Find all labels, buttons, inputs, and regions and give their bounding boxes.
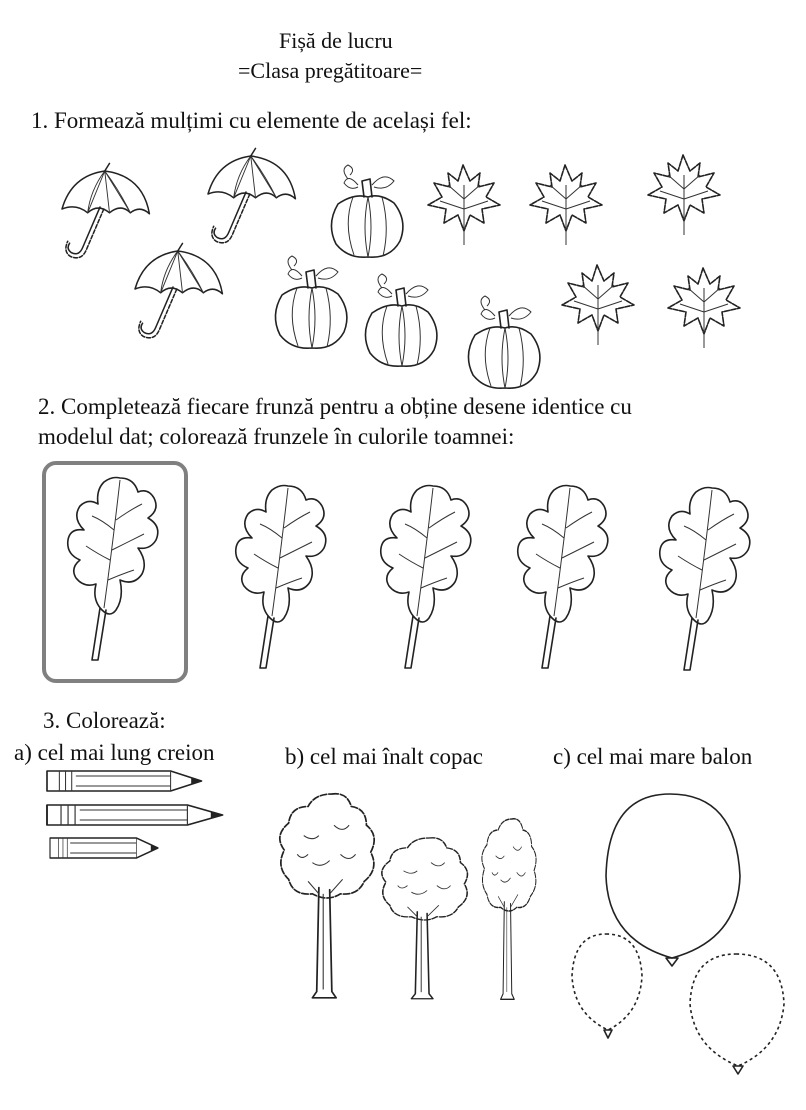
oak-leaf-icon [62,470,162,670]
pencil-icon [47,805,232,827]
maple-leaf-icon [428,165,508,250]
maple-leaf-icon [648,155,728,240]
task3-option-c: c) cel mai mare balon [553,744,753,769]
maple-leaf-icon [668,268,748,353]
task1-prompt: 1. Formează mulțimi cu elemente de același fel: [31,108,472,133]
task3-option-a: a) cel mai lung creion [14,740,215,765]
oak-leaf-icon [654,480,754,680]
balloon-icon [568,930,648,1042]
balloon-icon [686,950,790,1076]
task3-option-b: b) cel mai înalt copac [285,744,483,769]
pumpkin-icon [465,296,545,386]
maple-leaf-icon [562,265,642,350]
pumpkin-icon [362,274,442,364]
tree-icon [380,836,470,998]
pumpkin-icon [272,256,352,346]
pencil-icon [50,838,162,860]
pumpkin-icon [328,165,408,255]
oak-leaf-icon [512,478,612,678]
umbrella-icon [135,245,235,345]
worksheet-title: Fișă de lucru [279,28,393,53]
tree-icon [478,815,538,1000]
umbrella-icon [208,150,308,250]
oak-leaf-icon [230,478,330,678]
pencil-icon [47,771,207,793]
worksheet-subtitle: =Clasa pregătitoare= [238,58,423,83]
maple-leaf-icon [530,165,610,250]
oak-leaf-icon [375,478,475,678]
task2-prompt-line1: 2. Completează fiecare frunză pentru a obține desene identice cu [38,394,632,419]
task3-prompt: 3. Colorează: [43,708,166,733]
task2-prompt-line2: modelul dat; colorează frunzele în culorile toamnei: [38,424,515,449]
tree-icon [276,790,376,1000]
